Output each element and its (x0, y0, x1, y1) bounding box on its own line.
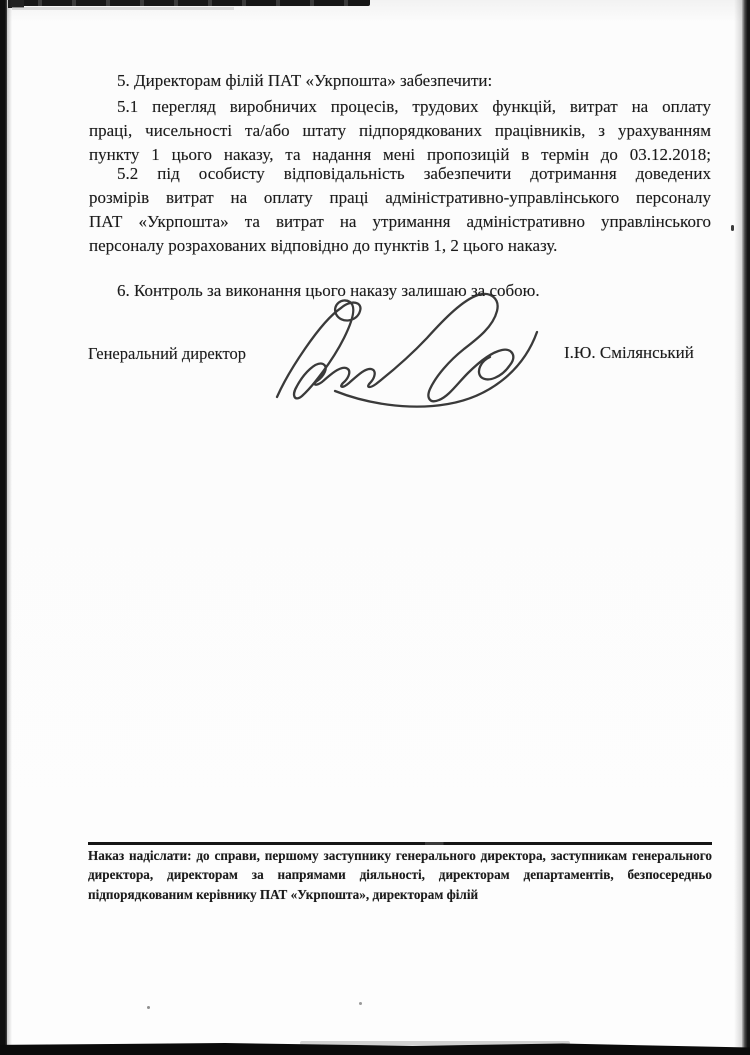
text-line: підпорядкованим керівнику ПАТ «Укрпошта», директорам філій (88, 886, 479, 902)
distribution-note (88, 846, 712, 904)
order-item-5-2 (89, 162, 711, 258)
scan-edge-left (0, 0, 7, 1055)
text-line: 5. Директорам філій ПАТ «Укрпошта» забезпечити: (117, 71, 493, 90)
scan-edge-right-fade (734, 0, 742, 1055)
text-line: персоналу розрахованих відповідно до пунктів 1, 2 цього наказу. (89, 236, 558, 255)
top-cutoff-text-band (8, 0, 370, 6)
signatory-name: І.Ю. Смілянський (564, 343, 694, 362)
paper-speck (147, 1006, 150, 1009)
top-cutoff-shadow (12, 7, 234, 10)
paper-speck (359, 1002, 362, 1005)
text-line: праці, чисельності та/або штату підпорядкованих працівників, з урахуванням (89, 121, 711, 140)
text-line: директора, директорам за напрямами діяльності, директорам департаментів, безпосередньо (88, 867, 712, 883)
scan-edge-right (742, 0, 750, 1055)
signatory-role: Генеральний директор (88, 344, 246, 363)
scan-edge-left-fade (7, 0, 12, 1055)
paper-speck (731, 225, 734, 231)
text-line: розмірів витрат на оплату праці адміністративно-управлінського персоналу (89, 188, 711, 207)
order-item-5-heading (89, 69, 711, 93)
text-line: ПАТ «Укрпошта» та витрат на утримання адміністративно управлінського (89, 212, 711, 231)
text-line: 6. Контроль за виконання цього наказу залишаю за собою. (117, 281, 540, 300)
text-line: Наказ надіслати: до справи, першому заступнику генерального директора, заступникам генерального (88, 848, 712, 863)
text-line: пункту 1 цього наказу, та надання мені пропозицій в термін до 03.12.2018; (89, 145, 711, 164)
order-item-6 (89, 279, 711, 303)
order-item-5-1 (89, 95, 711, 167)
footer-rule (88, 842, 712, 845)
text-line: 5.2 під особисту відповідальність забезпечити дотримання доведених (117, 164, 711, 183)
text-line: 5.1 перегляд виробничих процесів, трудових функцій, витрат на оплату (117, 97, 711, 116)
